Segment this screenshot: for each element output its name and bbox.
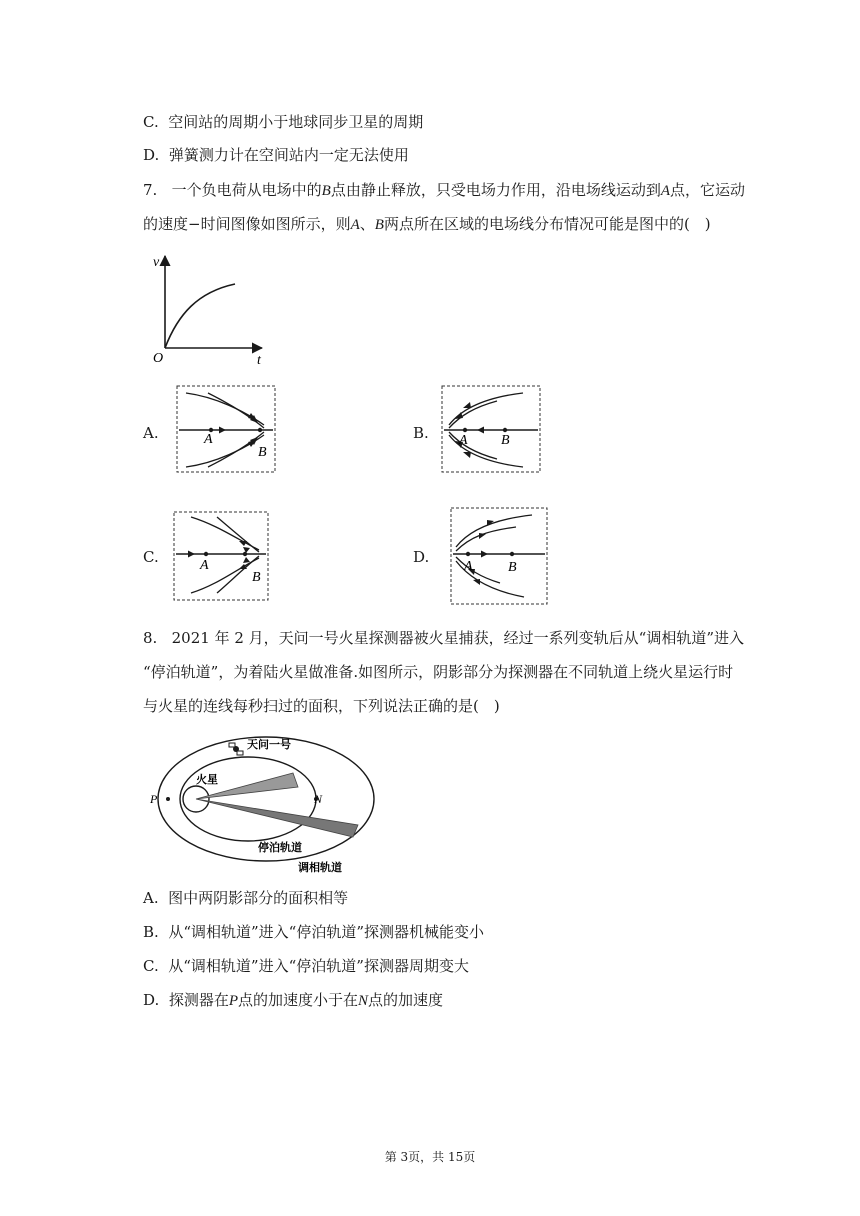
q6-option-c: C. 空间站的周期小于地球同步卫星的周期 xyxy=(143,113,424,131)
q8-stem-line1: 8. 2021 年 2 月，天问一号火星探测器被火星捕获，经过一系列变轨后从“调相轨道”进入 xyxy=(143,629,744,647)
q7-option-c-figure xyxy=(173,511,269,601)
svg-text:A: A xyxy=(464,559,473,574)
q7-stem-line1: 7. 一个负电荷从电场中的B点由静止释放，只受电场力作用，沿电场线运动到A点，它运动 xyxy=(143,181,746,199)
q8-orbit-figure xyxy=(148,733,378,879)
q7-graph-origin-label: O xyxy=(153,351,164,366)
q8-mars-label: 火星 xyxy=(196,773,218,786)
svg-text:B: B xyxy=(252,570,261,585)
q6-option-d: D. 弹簧测力计在空间站内一定无法使用 xyxy=(143,146,409,164)
q7-graph-t-label: t xyxy=(257,353,261,368)
svg-text:B: B xyxy=(258,445,267,460)
q7-option-b-label: B. xyxy=(413,424,429,442)
svg-text:B: B xyxy=(508,560,517,575)
q8-option-b: B. 从“调相轨道”进入“停泊轨道”探测器机械能变小 xyxy=(143,923,485,941)
q7-stem-line2: 的速度−时间图像如图所示，则A、B两点所在区域的电场线分布情况可能是图中的( ) xyxy=(143,215,711,233)
q8-parking-orbit-label: 停泊轨道 xyxy=(258,841,302,854)
q7-option-d-label: D. xyxy=(413,548,430,566)
q6-option-d-text: 弹簧测力计在空间站内一定无法使用 xyxy=(168,146,409,164)
q7-option-a-figure xyxy=(176,385,276,473)
q7-option-a-label: A. xyxy=(143,424,159,442)
q8-point-p: P xyxy=(150,792,158,806)
q6-option-c-text: 空间站的周期小于地球同步卫星的周期 xyxy=(168,113,424,131)
q8-stem-line2: “停泊轨道”，为着陆火星做准备.如图所示，阴影部分为探测器在不同轨道上绕火星运行时 xyxy=(143,663,734,681)
q7-option-c-label: C. xyxy=(143,548,159,566)
q8-phase-orbit-label: 调相轨道 xyxy=(298,861,342,874)
svg-text:A: A xyxy=(459,433,468,448)
q7-option-b-figure xyxy=(441,385,541,473)
q8-option-a: A. 图中两阴影部分的面积相等 xyxy=(143,889,349,907)
q8-option-c: C. 从“调相轨道”进入“停泊轨道”探测器周期变大 xyxy=(143,957,469,975)
q7-option-d-figure xyxy=(450,507,548,605)
svg-text:B: B xyxy=(501,433,510,448)
q8-probe-label: 天问一号 xyxy=(247,738,291,751)
q8-number: 8. xyxy=(143,629,158,647)
q7-vt-graph xyxy=(150,252,270,367)
q7-number: 7. xyxy=(143,181,158,199)
q8-point-n: N xyxy=(314,792,323,806)
q7-graph-v-label: v xyxy=(153,255,160,270)
page-footer: 第 3页，共 15页 xyxy=(384,1150,476,1164)
svg-text:A: A xyxy=(200,558,209,573)
q8-stem-line3: 与火星的连线每秒扫过的面积，下列说法正确的是( ) xyxy=(143,697,500,715)
svg-text:A: A xyxy=(204,432,213,447)
q8-option-d: D. 探测器在P点的加速度小于在N点的加速度 xyxy=(143,991,444,1009)
